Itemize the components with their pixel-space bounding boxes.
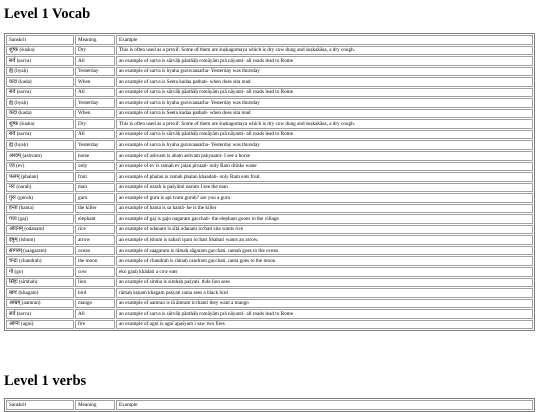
cell-meaning: arrow	[75, 235, 115, 245]
column-header-meaning: Meaning	[75, 400, 115, 410]
table-header-row	[6, 35, 533, 45]
cell-meaning: rice	[75, 225, 115, 235]
cell-example: an example of narah is paśyāmi narum I see the man	[116, 183, 533, 193]
cell-meaning: the moon	[75, 256, 115, 266]
table-row	[6, 183, 533, 193]
column-header-example: Example	[116, 400, 533, 410]
table-row	[6, 225, 533, 235]
cell-example: an example of sarva is sārvāḥ pānthāḥ romāyām prā nāyanti- all roads lead to Rome	[116, 88, 533, 98]
cell-meaning: Yesterday	[75, 98, 115, 108]
cell-meaning: When	[75, 109, 115, 119]
cell-example: This is often used as a prexif. Some of them are śuṣkagomaya which is dry cow dung and śuṣkakāsa, a dry cough.	[116, 46, 533, 56]
cell-sanskrit: एव (ev)	[6, 162, 74, 172]
cell-sanskrit: कदा (kada)	[6, 109, 74, 119]
cell-example: an example of simha is simhaḥ paśyati. th4e lion sees	[116, 278, 533, 288]
cell-meaning: All	[75, 309, 115, 319]
cell-sanskrit: ओदनम् (odanam)	[6, 225, 74, 235]
cell-example: an example of sarva is sārvāḥ pānthāḥ romāyām prā nāyanti- all roads lead to Rome	[116, 56, 533, 66]
cell-example: an example of odanam is sītā odanam icchati sita wants rice	[116, 225, 533, 235]
cell-sanskrit: गजः (gaj)	[6, 214, 74, 224]
table-row	[6, 214, 533, 224]
table-row	[6, 288, 533, 298]
cell-example: This is often used as a prexif. Some of them are śuṣkagomaya which is dry cow dung and śuṣkakāsa, a dry cough.	[116, 119, 533, 129]
cell-meaning: Dry	[75, 119, 115, 129]
cell-example: an example of sarva is hyaha guruvaasarha- Yesterday was thursday	[116, 98, 533, 108]
cell-sanskrit: चन्द्रः (chandrah)	[6, 256, 74, 266]
cell-sanskrit: फलम् (phalan)	[6, 172, 74, 182]
cell-meaning: When	[75, 77, 115, 87]
cell-example: an example of chandrah is rāmaḥ candram gacchati. rama goes to the moon	[116, 256, 533, 266]
table-row	[6, 235, 533, 245]
cell-sanskrit: खगः (khagam)	[6, 288, 74, 298]
cell-example: an example of saagaram is rāmaḥ sāgaram gacchati. ramah goes to the ocean	[116, 246, 533, 256]
cell-sanskrit: अग्निः (agni)	[6, 320, 74, 330]
cell-example: an example of sarva is sārvāḥ pānthāḥ romāyām prā nāyanti- all roads lead to Rome	[116, 309, 533, 319]
cell-example: an example of ishum is śabarī işum icchati Shabari wants an arrow.	[116, 235, 533, 245]
cell-example: an example of phalan is ramah phalan khaadati- only Ram eats fruit.	[116, 172, 533, 182]
cell-sanskrit: ह्य (hyaḥ)	[6, 140, 74, 150]
table-row	[6, 67, 533, 77]
cell-sanskrit: गुरुः (guruh)	[6, 193, 74, 203]
table-row	[6, 204, 533, 214]
cell-example: an example of ev is ramah ev jalan pivaati- only Ram drinks water	[116, 162, 533, 172]
table-row	[6, 46, 533, 56]
verbs-section-title: Level 1 verbs	[4, 373, 87, 389]
cell-example: an example of gaj is gajo nagaram gacchati- the elephant gooes to the village	[116, 214, 533, 224]
table-row	[6, 56, 533, 66]
cell-example: an example of agni is agnī apaśyam i saw two fires	[116, 320, 533, 330]
cell-meaning: fruit	[75, 172, 115, 182]
table-row	[6, 299, 533, 309]
table-row	[6, 256, 533, 266]
table-row	[6, 267, 533, 277]
column-header-sanskrit: Sanskrit	[6, 400, 74, 410]
table-row	[6, 246, 533, 256]
cell-meaning: Dry	[75, 46, 115, 56]
cell-meaning: All	[75, 88, 115, 98]
cell-sanskrit: गो (go)	[6, 267, 74, 277]
vocab-section-title: Level 1 Vocab	[4, 6, 91, 22]
cell-meaning: elephant	[75, 214, 115, 224]
vocab-table	[4, 33, 535, 331]
cell-meaning: fire	[75, 320, 115, 330]
cell-sanskrit: शुष्क (śuṣka)	[6, 46, 74, 56]
cell-sanskrit: शुष्क (śuṣka)	[6, 119, 74, 129]
cell-sanskrit: अश्वम् (ashvam)	[6, 151, 74, 161]
cell-example: an example of hanta is sa hantā- he is the killer	[116, 204, 533, 214]
cell-meaning: Yesterday	[75, 140, 115, 150]
table-row	[6, 130, 533, 140]
column-header-meaning: Meaning	[75, 35, 115, 45]
cell-meaning: horse	[75, 151, 115, 161]
cell-example: an example of guru is api tvam guruḥ? are you a guru	[116, 193, 533, 203]
cell-meaning: only	[75, 162, 115, 172]
cell-sanskrit: सर्व (sarva)	[6, 88, 74, 98]
table-row	[6, 162, 533, 172]
cell-sanskrit: इषुम् (ishum)	[6, 235, 74, 245]
cell-sanskrit: सर्व (sarva)	[6, 56, 74, 66]
cell-example: rāmaḥ kṣṇam khagam paśyati rama sees a black bird	[116, 288, 533, 298]
table-row	[6, 172, 533, 182]
cell-sanskrit: नरः (narah)	[6, 183, 74, 193]
cell-example: an example of sarva is sārvāḥ pānthāḥ romāyām prā nāyanti- all roads lead to Rome	[116, 130, 533, 140]
table-row	[6, 193, 533, 203]
cell-sanskrit: हन्ता (hanta)	[6, 204, 74, 214]
table-row	[6, 109, 533, 119]
cell-example: an example of sarva is Seeta kadaa pathati- when does sita read	[116, 109, 533, 119]
cell-sanskrit: सर्व (sarva)	[6, 309, 74, 319]
cell-sanskrit: सर्व (sarva)	[6, 130, 74, 140]
cell-meaning: lion	[75, 278, 115, 288]
cell-sanskrit: कदा (kada)	[6, 77, 74, 87]
cell-example: an example of ashvam is aham ashvam pshyaami- I see a horse	[116, 151, 533, 161]
cell-sanskrit: सिंहः (simhah)	[6, 278, 74, 288]
cell-example: an example of sarva is hyaha guruvaasarha- Yesterday was thursday	[116, 140, 533, 150]
cell-example: an example of sarva is Seeta kadaa pathati- when does sita read	[116, 77, 533, 87]
cell-meaning: man	[75, 183, 115, 193]
cell-sanskrit: आम्रम् (aamran)	[6, 299, 74, 309]
table-row	[6, 320, 533, 330]
table-row	[6, 151, 533, 161]
cell-meaning: mango	[75, 299, 115, 309]
table-row	[6, 77, 533, 87]
cell-example: an example of aamran is tā āmram icchanti they want a mango	[116, 299, 533, 309]
table-row	[6, 119, 533, 129]
table-row	[6, 140, 533, 150]
table-row	[6, 98, 533, 108]
cell-sanskrit: सागरम् (saagaram)	[6, 246, 74, 256]
cell-meaning: cow	[75, 267, 115, 277]
table-row	[6, 278, 533, 288]
cell-meaning: the killer	[75, 204, 115, 214]
cell-meaning: All	[75, 56, 115, 66]
column-header-example: Example	[116, 35, 533, 45]
cell-sanskrit: ह्य (hyaḥ)	[6, 98, 74, 108]
cell-meaning: bird	[75, 288, 115, 298]
cell-example: an example of sarva is hyaha guruvaasarha- Yesterday was thursday	[116, 67, 533, 77]
table-row	[6, 309, 533, 319]
cell-meaning: ocean	[75, 246, 115, 256]
cell-example: eko gauḥ khādati a cow eats	[116, 267, 533, 277]
cell-meaning: guru	[75, 193, 115, 203]
table-row	[6, 88, 533, 98]
column-header-sanskrit: Sanskrit	[6, 35, 74, 45]
cell-meaning: Yesterday	[75, 67, 115, 77]
cell-meaning: All	[75, 130, 115, 140]
cell-sanskrit: ह्य (hyaḥ)	[6, 67, 74, 77]
